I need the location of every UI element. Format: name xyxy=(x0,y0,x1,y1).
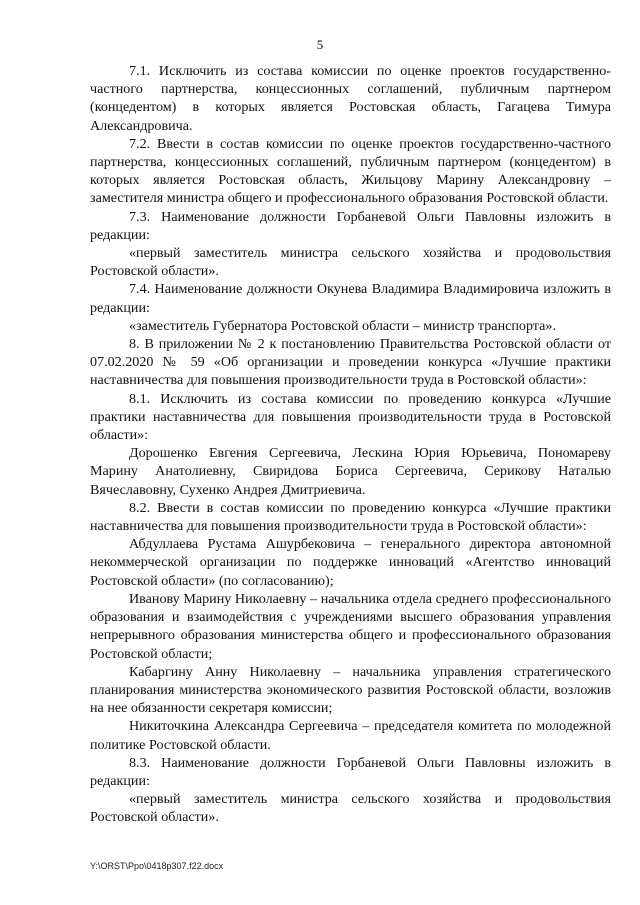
paragraph-8: 8. В приложении № 2 к постановлению Правительства Ростовской области от 07.02.2020 № 59 «Об организации и проведении конкурса «Лучшие практики наставничества для повышения производительности труда в Ростовской области»: xyxy=(90,336,611,389)
paragraph-7-2: 7.2. Ввести в состав комиссии по оценке проектов государственно-частного партнерства, концессионных соглашений, публичным партнером (концедентом) в которых является Ростовская область, Жильцову Марину Александровну – заместителя министра общего и профессионального образования Ростовской области. xyxy=(90,135,611,207)
paragraph-8-1-list: Дорошенко Евгения Сергеевича, Лескина Юрия Юрьевича, Пономареву Марину Анатолиевну, Свиридова Бориса Сергеевича, Серикову Наталью Вячеславовну, Сухенко Андрея Дмитриевича. xyxy=(90,445,611,498)
document-body xyxy=(90,62,611,827)
paragraph-7-3-quote: «первый заместитель министра сельского хозяйства и продовольствия Ростовской области». xyxy=(90,245,611,280)
paragraph-8-2: 8.2. Ввести в состав комиссии по проведению конкурса «Лучшие практики наставничества для повышения производительности труда в Ростовской области»: xyxy=(90,499,611,535)
paragraph-8-2-member-1: Абдуллаева Рустама Ашурбековича – генерального директора автономной некоммерческой организации по поддержке инноваций «Агентство инноваций Ростовской области» (по согласованию); xyxy=(90,536,611,589)
paragraph-8-3-quote: «первый заместитель министра сельского хозяйства и продовольствия Ростовской области». xyxy=(90,791,611,826)
paragraph-8-2-member-3: Кабаргину Анну Николаевну – начальника управления стратегического планирования министерства экономического развития Ростовской области, возложив на нее обязанности секретаря комиссии; xyxy=(90,663,611,717)
paragraph-7-4: 7.4. Наименование должности Окунева Владимира Владимировича изложить в редакции: xyxy=(90,281,611,316)
paragraph-7-3: 7.3. Наименование должности Горбаневой Ольги Павловны изложить в редакции: xyxy=(90,208,611,243)
paragraph-8-1: 8.1. Исключить из состава комиссии по проведению конкурса «Лучшие практики наставничества для повышения производительности труда в Ростовской области»: xyxy=(90,390,611,444)
paragraph-7-1: 7.1. Исключить из состава комиссии по оценке проектов государственно-частного партнерства, концессионных соглашений, публичным партнером (концедентом) в которых является Ростовская область, Гагацева Тимура Александровича. xyxy=(90,63,611,134)
paragraph-8-2-member-2: Иванову Марину Николаевну – начальника отдела среднего профессионального образования и взаимодействия с учреждениями высшего образования управления непрерывного образования министерства общего и профессионального образования Ростовской области; xyxy=(90,590,611,662)
paragraph-8-3: 8.3. Наименование должности Горбаневой Ольги Павловны изложить в редакции: xyxy=(90,754,611,789)
page-number: 5 xyxy=(316,37,324,52)
paragraph-8-2-member-4: Никиточкина Александра Сергеевича – председателя комитета по молодежной политике Ростовской области. xyxy=(90,718,611,753)
paragraph-7-4-quote: «заместитель Губернатора Ростовской области – министр транспорта». xyxy=(129,317,556,334)
footer-file-path: Y:\ORST\Ppo\0418p307.f22.docx xyxy=(90,861,224,871)
